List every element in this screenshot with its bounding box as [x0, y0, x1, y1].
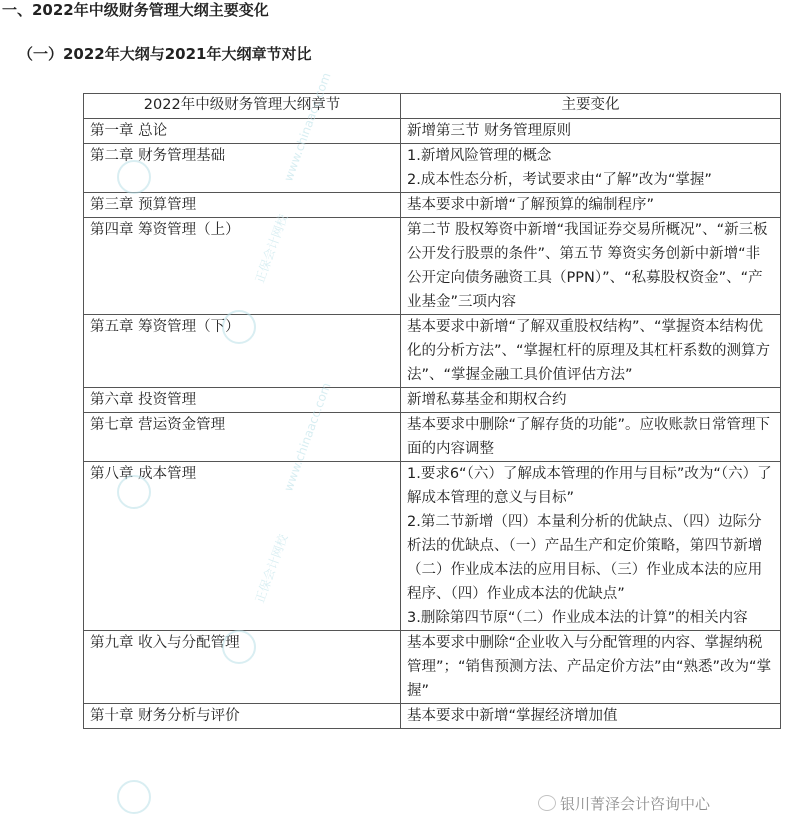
change-line: 基本要求中删除“了解存货的功能”。应收账款日常管理下面的内容调整: [407, 417, 771, 457]
change-line: 基本要求中新增“掌握经济增加值: [407, 708, 618, 724]
changes-cell: [401, 193, 781, 218]
watermark-logo-icon: [117, 160, 151, 194]
changes-cell: [401, 704, 781, 729]
table-row: [84, 413, 781, 462]
changes-cell: [401, 413, 781, 462]
change-line: 第二节 股权筹资中新增“我国证券交易所概况”、“新三板公开发行股票的条件”、第五节 筹资实务创新中新增“非公开定向债务融资工具（PPN）”、“私募股权资金”、“产业基金”三项内容: [407, 222, 768, 310]
change-line: 基本要求中删除“企业收入与分配管理的内容、掌握纳税管理”；“销售预测方法、产品定价方法”由“熟悉”改为“掌握”: [407, 635, 772, 699]
watermark-logo-icon: [117, 780, 151, 814]
watermark-logo-icon: [117, 475, 151, 509]
chapter-cell: 第四章 筹资管理（上）: [84, 218, 401, 315]
changes-cell: [401, 631, 781, 704]
table-row: [84, 144, 781, 193]
watermark-text: 正保会计网校: [252, 212, 291, 285]
watermark-text: 正保会计网校: [252, 532, 291, 605]
chapter-cell: 第六章 投资管理: [84, 388, 401, 413]
chapter-cell: 第五章 筹资管理（下）: [84, 315, 401, 388]
changes-cell: [401, 388, 781, 413]
watermark-url: www.chinaacc.com: [281, 70, 334, 184]
chapter-cell: 第九章 收入与分配管理: [84, 631, 401, 704]
chapter-cell: 第八章 成本管理: [84, 462, 401, 631]
changes-cell: [401, 119, 781, 144]
header-changes: 主要变化: [401, 94, 781, 119]
table-header-row: [84, 94, 781, 119]
change-line: 新增第三节 财务管理原则: [407, 123, 572, 139]
changes-cell: [401, 144, 781, 193]
chapter-cell: 第一章 总论: [84, 119, 401, 144]
chapter-cell: 第七章 营运资金管理: [84, 413, 401, 462]
subsection-heading: （一）2022年大纲与2021年大纲章节对比: [18, 45, 312, 63]
change-line: 1.新增风险管理的概念: [407, 148, 552, 164]
chapter-cell: 第三章 预算管理: [84, 193, 401, 218]
change-line: 1.要求6“（六）了解成本管理的作用与目标”改为“（六）了解成本管理的意义与目标”: [407, 466, 772, 506]
changes-cell: [401, 218, 781, 315]
chapter-cell: 第二章 财务管理基础: [84, 144, 401, 193]
change-line: 基本要求中新增“了解预算的编制程序”: [407, 197, 655, 213]
table-row: [84, 119, 781, 144]
table-row: [84, 193, 781, 218]
table-row: [84, 388, 781, 413]
comparison-table: [83, 93, 781, 729]
changes-cell: [401, 315, 781, 388]
watermark-url: www.chinaacc.com: [281, 380, 334, 494]
header-chapter: 2022年中级财务管理大纲章节: [84, 94, 401, 119]
change-line: 3.删除第四节原“（二）作业成本法的计算”的相关内容: [407, 610, 748, 626]
watermark-logo-icon: [222, 310, 256, 344]
chapter-cell: 第十章 财务分析与评价: [84, 704, 401, 729]
change-line: 2.成本性态分析，考试要求由“了解”改为“掌握”: [407, 172, 712, 188]
table-row: [84, 631, 781, 704]
wechat-icon: [538, 795, 556, 811]
table-row: [84, 315, 781, 388]
change-line: 基本要求中新增“了解双重股权结构”、“掌握资本结构优化的分析方法”、“掌握杠杆的原理及其杠杆系数的测算方法”、“掌握金融工具价值评估方法”: [407, 319, 771, 383]
section-heading: 一、2022年中级财务管理大纲主要变化: [2, 1, 269, 19]
changes-cell: [401, 462, 781, 631]
change-line: 新增私募基金和期权合约: [407, 392, 567, 408]
table-row: [84, 218, 781, 315]
account-signature: 银川菁泽会计咨询中心: [560, 795, 711, 813]
change-line: 2.第二节新增（四）本量利分析的优缺点、（四）边际分析法的优缺点、（一）产品生产和定价策略，第四节新增（二）作业成本法的应用目标、（三）作业成本法的应用程序、（四）作业成本法的优缺点”: [407, 514, 763, 602]
table-row: [84, 704, 781, 729]
table-row: [84, 462, 781, 631]
watermark-logo-icon: [222, 630, 256, 664]
